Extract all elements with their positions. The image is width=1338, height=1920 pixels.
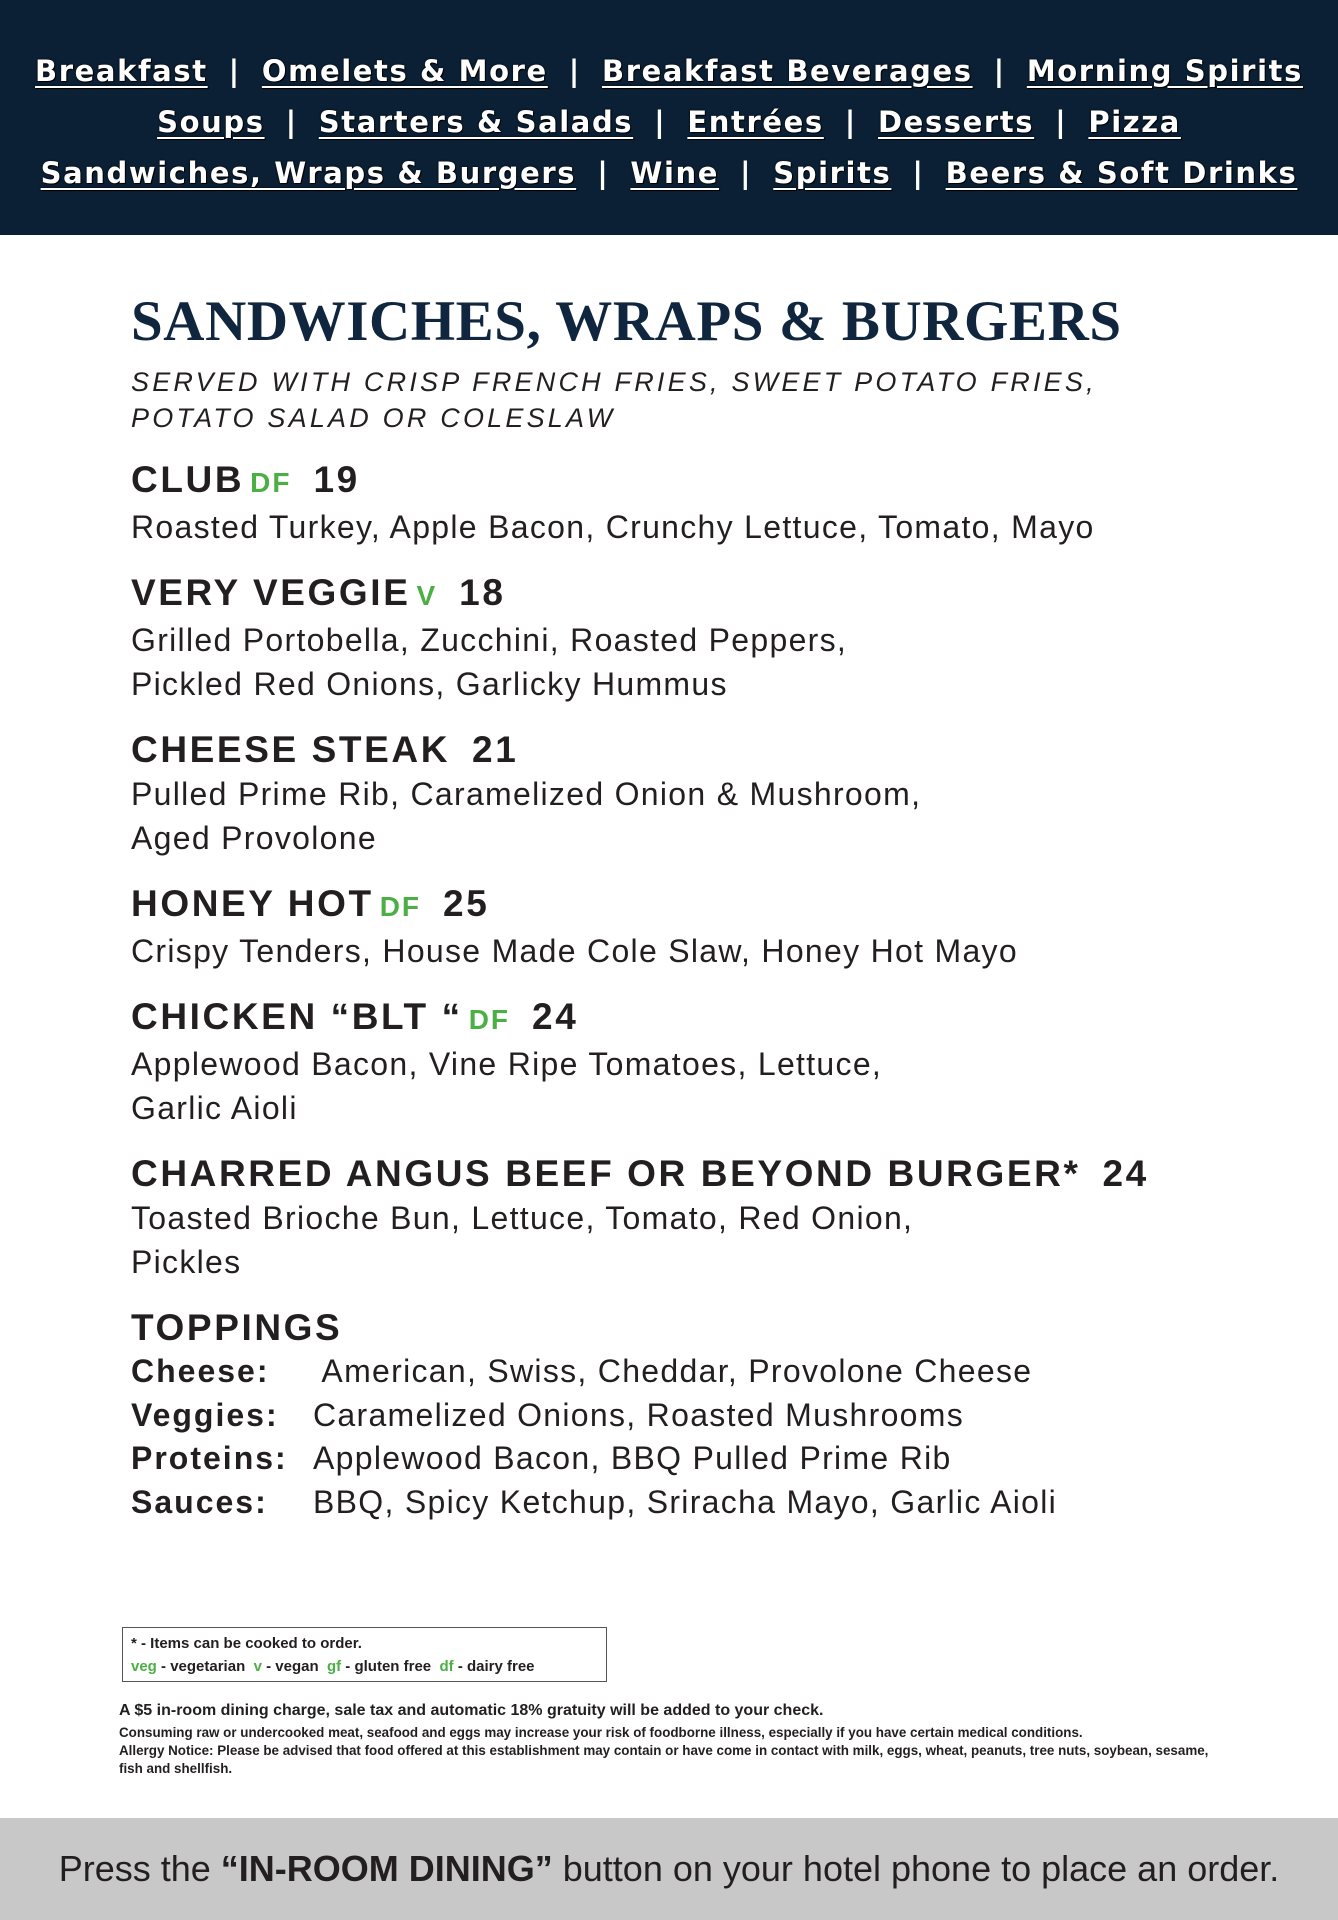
item-description: Toasted Brioche Bun, Lettuce, Tomato, Red Onion, xyxy=(131,1200,914,1236)
legend-code: v xyxy=(253,1658,262,1675)
item-description: Garlic Aioli xyxy=(131,1090,298,1126)
item-price: 21 xyxy=(472,729,519,770)
menu-content xyxy=(131,290,1241,1524)
page-title: SANDWICHES, WRAPS & BURGERS xyxy=(131,290,1122,353)
diet-tag: DF xyxy=(379,891,422,922)
legend-code: df xyxy=(439,1658,454,1675)
diet-tag: DF xyxy=(250,467,292,498)
nav-separator: | xyxy=(1055,104,1068,139)
menu-item-honey-hot xyxy=(131,882,1241,973)
nav-link-desserts[interactable]: Desserts xyxy=(878,104,1035,139)
topping-options: Caramelized Onions, Roasted Mushrooms xyxy=(313,1396,965,1433)
nav-link-starters-salads[interactable]: Starters & Salads xyxy=(318,104,634,139)
topping-row-sauces xyxy=(131,1481,1241,1525)
item-price: 18 xyxy=(459,572,506,613)
topping-options: BBQ, Spicy Ketchup, Sriracha Mayo, Garlic Aioli xyxy=(313,1483,1058,1520)
item-price: 24 xyxy=(1102,1153,1149,1194)
subtitle-line: SERVED WITH CRISP FRENCH FRIES, SWEET POTATO FRIES, xyxy=(131,367,1097,397)
order-instructions-footer xyxy=(0,1818,1338,1920)
topping-label: Sauces: xyxy=(131,1483,268,1520)
item-description: Pulled Prime Rib, Caramelized Onion & Mushroom, xyxy=(131,776,922,812)
item-description: Crispy Tenders, House Made Cole Slaw, Honey Hot Mayo xyxy=(131,933,1018,969)
nav-link-breakfast-beverages[interactable]: Breakfast Beverages xyxy=(601,53,973,88)
nav-separator: | xyxy=(740,155,753,190)
nav-link-pizza[interactable]: Pizza xyxy=(1088,104,1181,139)
item-description: Pickles xyxy=(131,1244,242,1280)
legend-meaning: - dairy free xyxy=(457,1658,535,1675)
legend-code: gf xyxy=(326,1658,342,1675)
nav-link-morning-spirits[interactable]: Morning Spirits xyxy=(1026,53,1303,88)
item-name: CHARRED ANGUS BEEF OR BEYOND BURGER* xyxy=(131,1153,1081,1194)
footer-text-pre: Press the xyxy=(58,1848,211,1889)
allergy-notice: Allergy Notice: Please be advised that food offered at this establishment may contain or have come in contact with milk, eggs, wheat, peanuts, tree nuts, soybean, sesame, fish and shellfish. xyxy=(119,1743,1209,1776)
item-description: Pickled Red Onions, Garlicky Hummus xyxy=(131,666,728,702)
footer-button-name: “IN-ROOM DINING” xyxy=(220,1848,553,1889)
nav-link-spirits[interactable]: Spirits xyxy=(773,155,892,190)
nav-separator: | xyxy=(993,53,1006,88)
footer-text-post: button on your hotel phone to place an order. xyxy=(562,1848,1280,1889)
menu-item-very-veggie xyxy=(131,571,1241,706)
item-description: Applewood Bacon, Vine Ripe Tomatoes, Lettuce, xyxy=(131,1046,883,1082)
item-price: 24 xyxy=(532,996,579,1037)
topping-row-cheese xyxy=(131,1350,1241,1394)
nav-separator: | xyxy=(285,104,298,139)
item-name: CHICKEN “BLT “ xyxy=(131,996,463,1037)
nav-separator: | xyxy=(597,155,610,190)
dietary-legend xyxy=(122,1627,607,1682)
toppings-section xyxy=(131,1306,1241,1524)
item-name: CHEESE STEAK xyxy=(131,729,451,770)
menu-item-club xyxy=(131,458,1241,549)
topping-row-proteins xyxy=(131,1437,1241,1481)
topping-options: Applewood Bacon, BBQ Pulled Prime Rib xyxy=(313,1440,952,1476)
nav-row-1 xyxy=(0,45,1338,96)
nav-row-2 xyxy=(0,96,1338,147)
item-name: HONEY HOT xyxy=(131,883,374,924)
nav-link-breakfast[interactable]: Breakfast xyxy=(35,53,208,88)
subtitle-line: POTATO SALAD OR COLESLAW xyxy=(131,403,616,433)
legend-cooked-to-order: * - Items can be cooked to order. xyxy=(131,1635,362,1652)
legend-code: veg xyxy=(131,1658,157,1675)
legend-meaning: - gluten free xyxy=(345,1658,432,1675)
item-name: CLUB xyxy=(131,459,245,500)
nav-link-wine[interactable]: Wine xyxy=(630,155,720,190)
nav-link-sandwiches[interactable]: Sandwiches, Wraps & Burgers xyxy=(40,155,577,190)
fine-print xyxy=(119,1700,1229,1778)
nav-separator: | xyxy=(654,104,667,139)
diet-tag: DF xyxy=(468,1004,511,1035)
topping-label: Proteins: xyxy=(131,1440,288,1476)
legend-meaning: - vegetarian xyxy=(161,1658,246,1675)
nav-link-entrees[interactable]: Entrées xyxy=(687,104,824,139)
topping-options: American, Swiss, Cheddar, Provolone Cheese xyxy=(313,1353,1033,1389)
nav-link-soups[interactable]: Soups xyxy=(157,104,265,139)
topping-label: Veggies: xyxy=(131,1396,279,1433)
item-description: Grilled Portobella, Zucchini, Roasted Peppers, xyxy=(131,622,848,658)
item-price: 19 xyxy=(313,459,360,500)
legend-meaning: - vegan xyxy=(266,1658,319,1675)
food-safety-note: Consuming raw or undercooked meat, seafood and eggs may increase your risk of foodborne illness, especially if you have certain medical conditions. xyxy=(119,1725,1083,1740)
menu-item-cheese-steak xyxy=(131,728,1241,860)
item-name: VERY VEGGIE xyxy=(131,572,411,613)
menu-item-chicken-blt xyxy=(131,995,1241,1130)
nav-separator: | xyxy=(844,104,857,139)
topping-label: Cheese: xyxy=(131,1353,270,1389)
menu-item-burger xyxy=(131,1152,1241,1284)
item-price: 25 xyxy=(443,883,490,924)
nav-link-beers-soft-drinks[interactable]: Beers & Soft Drinks xyxy=(945,155,1298,190)
topping-row-veggies xyxy=(131,1394,1241,1438)
legend-codes xyxy=(131,1655,598,1678)
dining-charge-note: A $5 in-room dining charge, sale tax and automatic 18% gratuity will be added to your check. xyxy=(119,1702,824,1719)
nav-separator: | xyxy=(912,155,925,190)
diet-tag: V xyxy=(416,580,438,611)
nav-link-omelets[interactable]: Omelets & More xyxy=(261,53,548,88)
nav-separator: | xyxy=(228,53,241,88)
toppings-heading: TOPPINGS xyxy=(131,1307,343,1348)
category-nav xyxy=(0,0,1338,235)
nav-separator: | xyxy=(568,53,581,88)
page-subtitle xyxy=(131,364,1151,436)
item-description: Aged Provolone xyxy=(131,820,377,856)
item-description: Roasted Turkey, Apple Bacon, Crunchy Lettuce, Tomato, Mayo xyxy=(131,509,1095,545)
nav-row-3 xyxy=(0,147,1338,198)
